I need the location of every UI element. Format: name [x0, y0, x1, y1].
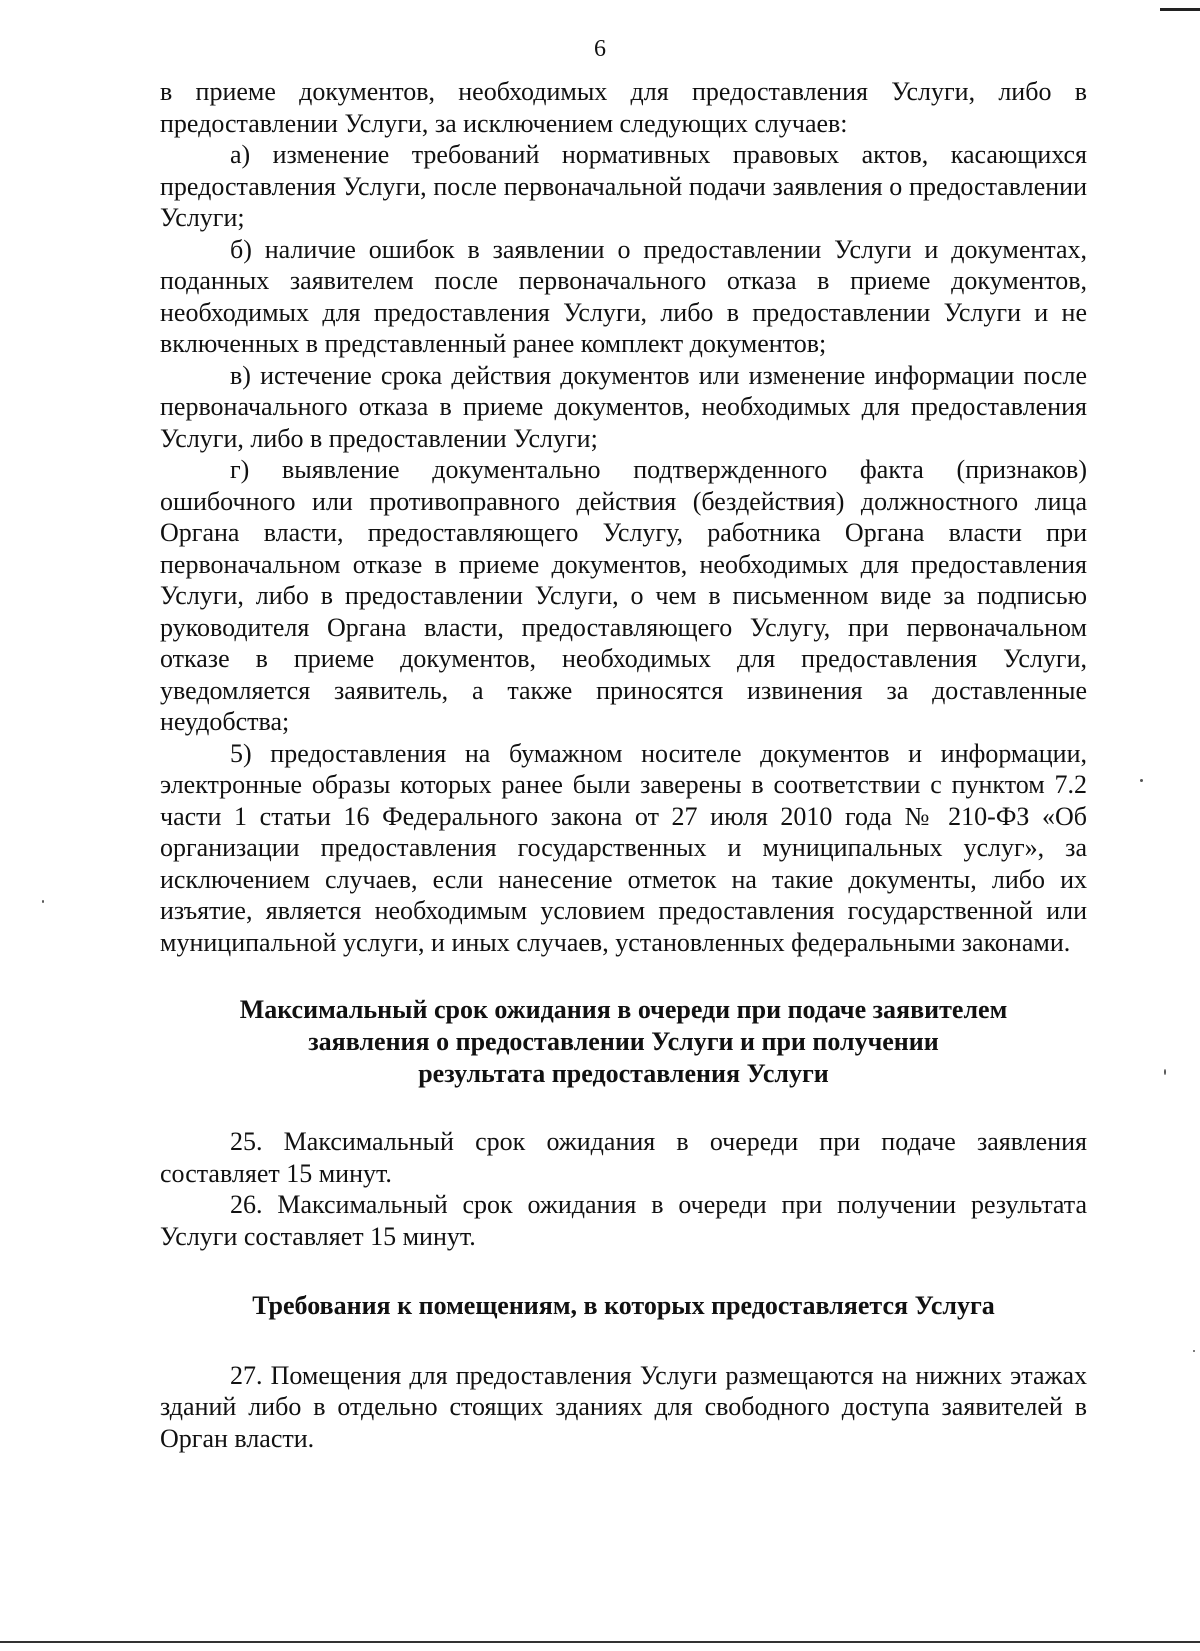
scan-speck — [1140, 779, 1143, 782]
list-item-5: 5) предоставления на бумажном носителе документов и информации, электронные образы которых ранее были заверены в соответствии с пунктом 7.2 части 1 статьи 16 Федерального закона от 27 июля 2010 года № 210-ФЗ «Об организации предоставления государственных и муниципальных услуг», за исключением случаев, если нанесение отметок на такие документы, либо их изъятие, является необходимым условием предоставления государственной или муниципальной услуги, и иных случаев, установленных федеральными законами. — [160, 738, 1087, 957]
scan-speck — [1164, 1069, 1166, 1075]
scan-edge-mark — [1160, 8, 1200, 11]
section-heading-queue-time — [160, 994, 1087, 1090]
list-item-v: в) истечение срока действия документов или изменение информации после первоначального отказа в приеме документов, необходимых для предоставления Услуги, либо в предоставлении Услуги; — [160, 360, 1087, 453]
heading-line: Максимальный срок ожидания в очереди при подаче заявителем — [239, 995, 1008, 1024]
list-item-b: б) наличие ошибок в заявлении о предоставлении Услуги и документах, поданных заявителем после первоначального отказа в приеме документов, необходимых для предоставления Услуги, либо в предоставлении Услуги и не включенных в представленный ранее комплект документов; — [160, 234, 1087, 358]
list-item-g: г) выявление документально подтвержденного факта (признаков) ошибочного или противоправного действия (бездействия) должностного лица Органа власти, предоставляющего Услугу, работника Органа власти при первоначальном отказе в приеме документов, необходимых для предоставления Услуги, либо в предоставлении Услуги, о чем в письменном виде за подписью руководителя Органа власти, предоставляющего Услугу, при первоначальном отказе в приеме документов, необходимых для предоставления Услуги, уведомляется заявитель, а также приносятся извинения за доставленные неудобства; — [160, 455, 1087, 736]
heading-line: заявления о предоставлении Услуги и при получении — [308, 1027, 939, 1056]
list-item-a: а) изменение требований нормативных правовых актов, касающихся предоставления Услуги, после первоначальной подачи заявления о предоставлении Услуги; — [160, 140, 1087, 232]
clause-26: 26. Максимальный срок ожидания в очереди при получении результата Услуги составляет 15 минут. — [160, 1190, 1087, 1251]
scan-speck — [42, 900, 44, 903]
page-number: 6 — [594, 36, 606, 62]
paragraph-continuation: в приеме документов, необходимых для предоставления Услуги, либо в предоставлении Услуги, за исключением следующих случаев: — [160, 77, 1087, 138]
document-body — [160, 76, 1087, 1454]
clause-25: 25. Максимальный срок ожидания в очереди при подаче заявления составляет 15 минут. — [160, 1127, 1087, 1188]
scan-bottom-edge — [0, 1641, 1200, 1643]
section-heading-premises: Требования к помещениям, в которых предоставляется Услуга — [252, 1291, 995, 1320]
heading-line: результата предоставления Услуги — [418, 1059, 829, 1088]
clause-27: 27. Помещения для предоставления Услуги размещаются на нижних этажах зданий либо в отдельно стоящих зданиях для свободного доступа заявителей в Орган власти. — [160, 1360, 1087, 1453]
scan-speck — [1193, 1350, 1195, 1352]
